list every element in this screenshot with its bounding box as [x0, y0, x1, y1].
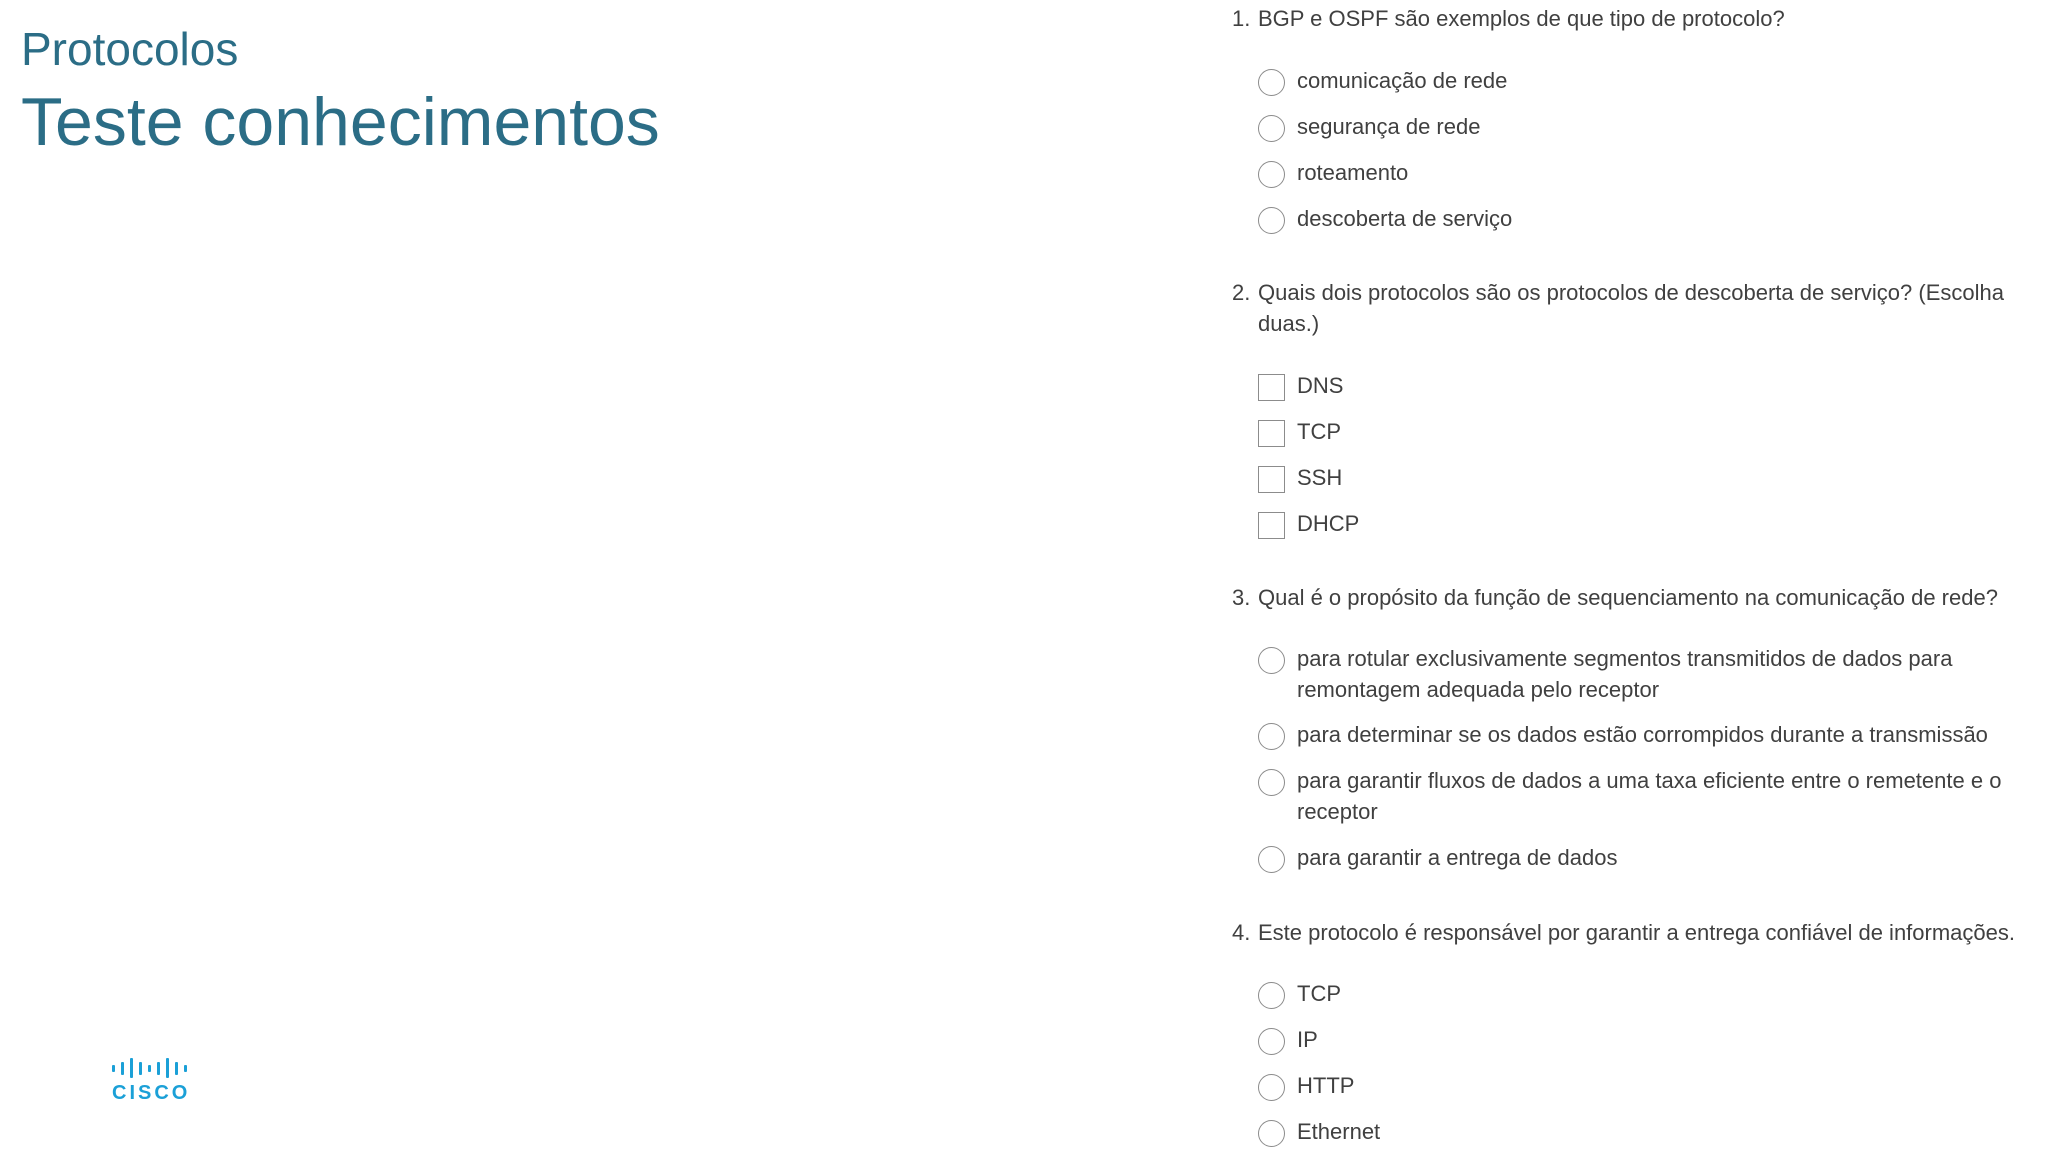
question-prompt: BGP e OSPF são exemplos de que tipo de protocolo?: [1258, 6, 1785, 31]
q3-option-4[interactable]: [1258, 842, 2028, 873]
q3-option-2[interactable]: [1258, 719, 2028, 750]
option-label: SSH: [1297, 465, 1343, 490]
option-label: Ethernet: [1297, 1119, 1381, 1144]
option-label: descoberta de serviço: [1297, 206, 1513, 231]
q2-option-1[interactable]: [1258, 370, 2028, 401]
question-4-text: [1232, 917, 2038, 948]
q4-option-1[interactable]: [1258, 978, 2028, 1009]
question-number: 4.: [1232, 920, 1251, 945]
question-1-text: [1232, 3, 2038, 34]
question-2: [1232, 277, 2038, 339]
q2-option-4[interactable]: [1258, 508, 2028, 539]
question-prompt: Qual é o propósito da função de sequenciamento na comunicação de rede?: [1258, 585, 1998, 610]
q1-option-1[interactable]: [1258, 65, 2028, 96]
q3-option-3[interactable]: [1258, 765, 2028, 827]
option-label: segurança de rede: [1297, 114, 1481, 139]
q4-option-4[interactable]: [1258, 1116, 2028, 1147]
cisco-logo: [112, 1058, 196, 1108]
question-1: [1232, 3, 2038, 34]
q1-option-3[interactable]: [1258, 157, 2028, 188]
option-label: DNS: [1297, 373, 1344, 398]
question-4: [1232, 917, 2038, 948]
q4-option-2[interactable]: [1258, 1024, 2028, 1055]
option-label: roteamento: [1297, 160, 1409, 185]
option-label: para rotular exclusivamente segmentos transmitidos de dados para remontagem adequada pelo receptor: [1297, 646, 1953, 702]
q2-option-2[interactable]: [1258, 416, 2028, 447]
question-3: [1232, 582, 2038, 613]
option-label: TCP: [1297, 419, 1341, 444]
question-number: 3.: [1232, 585, 1251, 610]
cisco-logo-bars-icon: [112, 1058, 196, 1078]
option-label: HTTP: [1297, 1073, 1355, 1098]
question-number: 1.: [1232, 6, 1251, 31]
option-label: para determinar se os dados estão corrompidos durante a transmissão: [1297, 722, 1988, 747]
question-2-text: [1232, 277, 2038, 339]
question-prompt: Quais dois protocolos são os protocolos de descoberta de serviço? (Escolha duas.): [1258, 280, 2004, 336]
slide-title: Teste conhecimentos: [21, 84, 660, 160]
q3-option-1[interactable]: [1258, 643, 2028, 705]
option-label: TCP: [1297, 981, 1341, 1006]
question-3-text: [1232, 582, 2038, 613]
q1-option-4[interactable]: [1258, 203, 2028, 234]
option-label: comunicação de rede: [1297, 68, 1508, 93]
question-number: 2.: [1232, 280, 1251, 305]
cisco-logo-text: CISCO: [112, 1082, 191, 1104]
q4-option-3[interactable]: [1258, 1070, 2028, 1101]
slide-subtitle: Protocolos: [21, 23, 239, 75]
option-label: para garantir a entrega de dados: [1297, 845, 1618, 870]
q2-option-3[interactable]: [1258, 462, 2028, 493]
option-label: IP: [1297, 1027, 1318, 1052]
q1-option-2[interactable]: [1258, 111, 2028, 142]
question-prompt: Este protocolo é responsável por garantir a entrega confiável de informações.: [1258, 920, 2015, 945]
option-label: para garantir fluxos de dados a uma taxa eficiente entre o remetente e o receptor: [1297, 768, 2002, 824]
option-label: DHCP: [1297, 511, 1360, 536]
